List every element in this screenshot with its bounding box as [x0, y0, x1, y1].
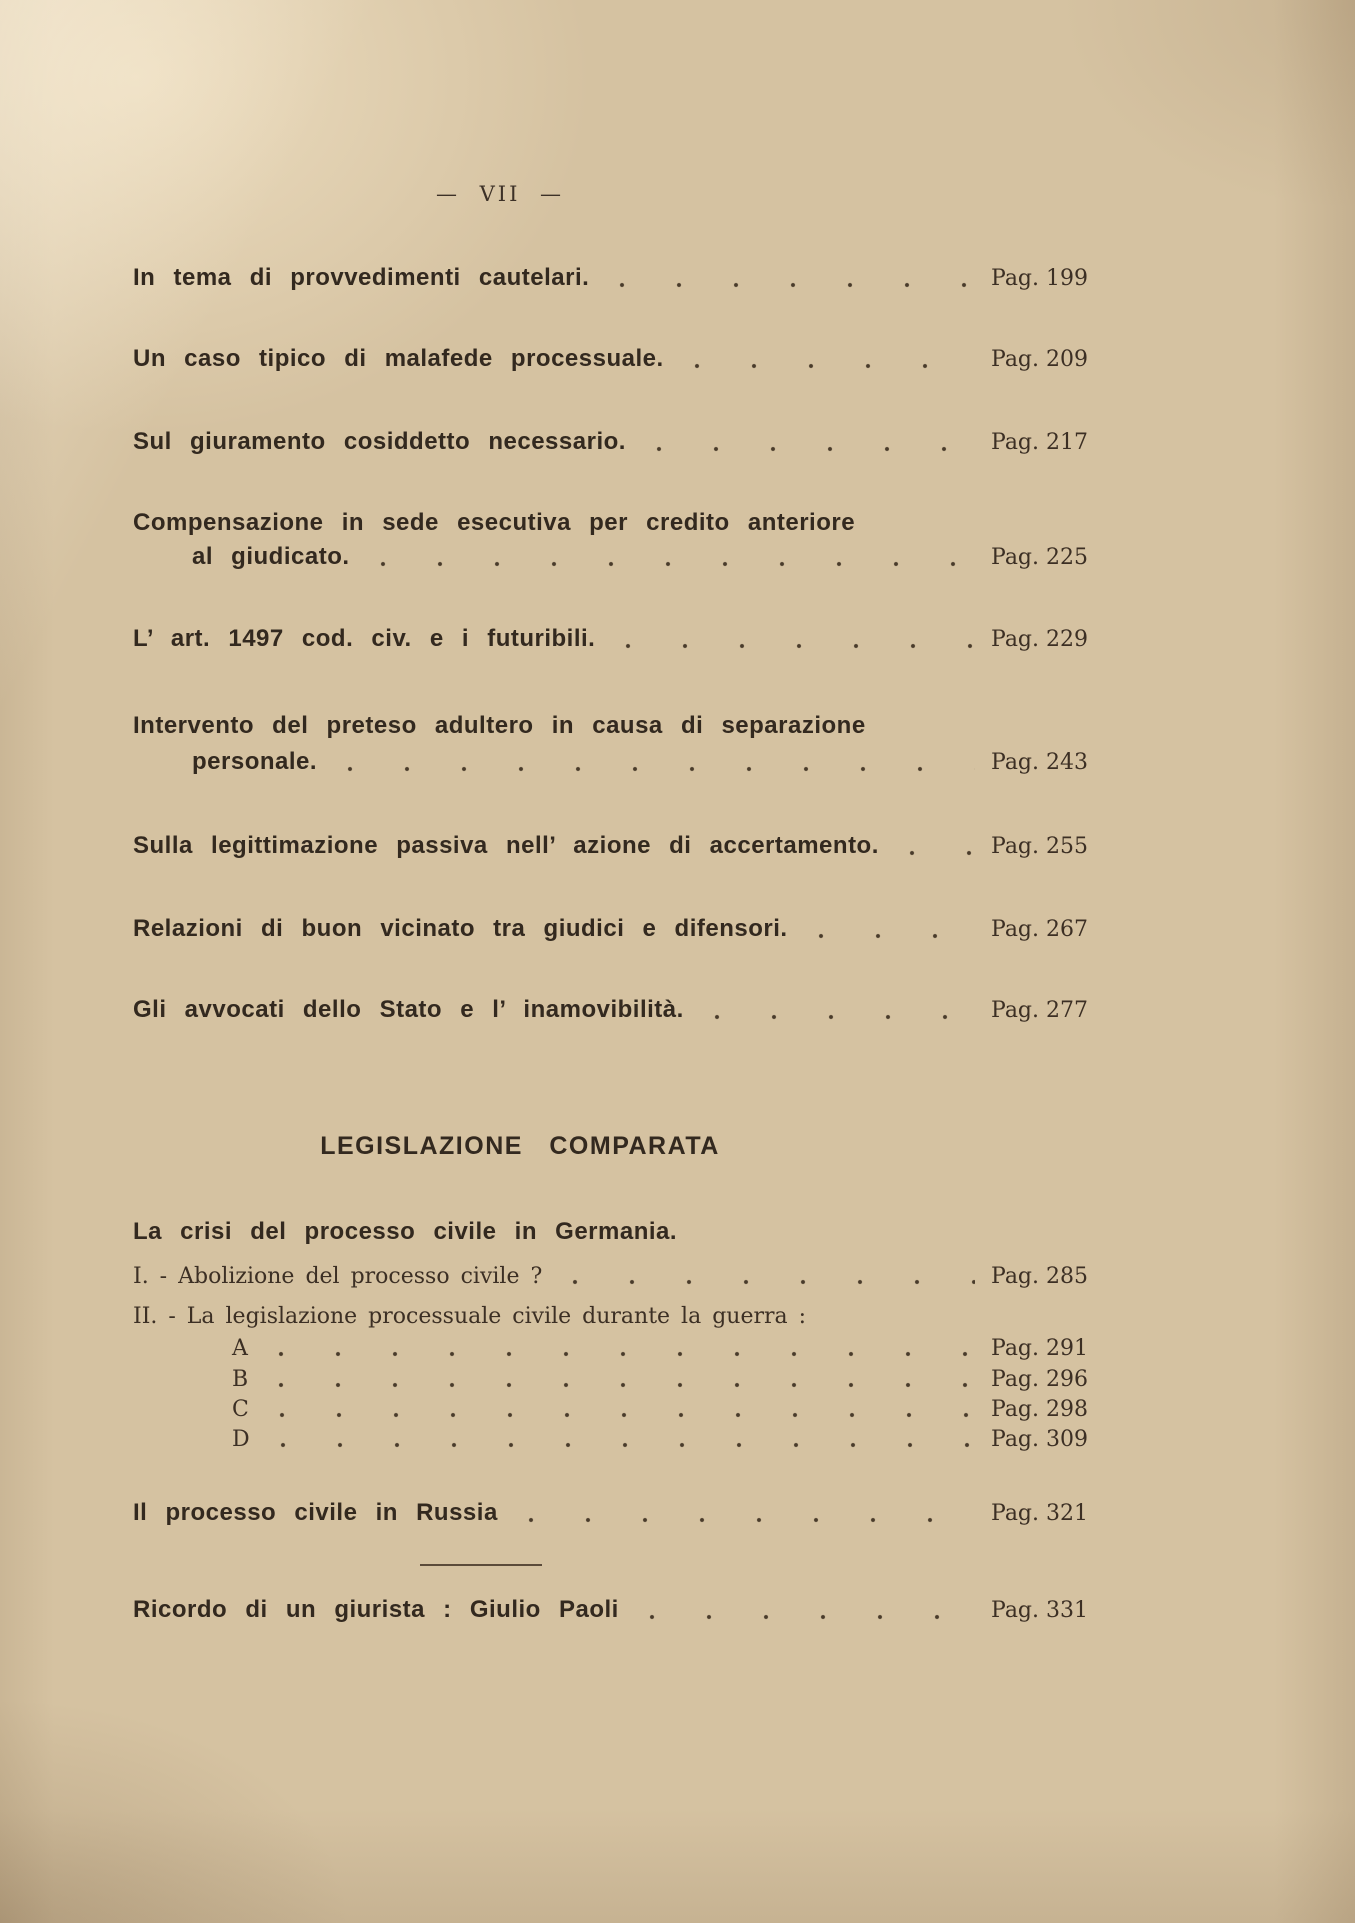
- toc-subentry: [133, 1367, 1095, 1393]
- toc-subentry-label: C: [232, 1397, 249, 1422]
- dot-leader: [702, 1014, 975, 1020]
- toc-entry-continuation: [133, 748, 1095, 777]
- page-ref: Pag. 199: [991, 266, 1088, 291]
- toc-entry-title: Sulla legittimazione passiva nell’ azione di accertamento.: [133, 832, 879, 859]
- toc-entry-continuation: [133, 543, 1095, 572]
- dot-leader: [267, 1412, 975, 1418]
- toc-subentry-label: D: [232, 1427, 250, 1452]
- dot-leader: [613, 643, 975, 649]
- page-ref: Pag. 309: [991, 1427, 1088, 1452]
- toc-entry-title: Ricordo di un giurista : Giulio Paoli: [133, 1596, 619, 1623]
- page-number-roman: — VII —: [435, 182, 565, 206]
- toc-subentry: [133, 1397, 1095, 1423]
- dot-leader: [268, 1442, 975, 1448]
- section-header: LEGISLAZIONE COMPARATA: [320, 1132, 720, 1160]
- toc-subentry: [133, 1264, 1095, 1290]
- toc-entry-title-continued: personale.: [192, 748, 318, 775]
- toc-entry-title: L’ art. 1497 cod. civ. e i futuribili.: [133, 625, 596, 652]
- page-ref: Pag. 267: [991, 917, 1088, 942]
- toc-entry: [133, 712, 1095, 741]
- dot-leader: [266, 1382, 975, 1388]
- dot-leader: [368, 561, 975, 567]
- toc-subentry: [133, 1336, 1095, 1362]
- dot-leader: [516, 1517, 975, 1523]
- toc-entry-title-continued: al giudicato.: [192, 543, 350, 570]
- dot-leader: [682, 363, 975, 369]
- dot-leader: [897, 850, 975, 856]
- toc-subentry: [133, 1304, 1095, 1330]
- toc-entry-title: Gli avvocati dello Stato e l’ inamovibilità.: [133, 996, 684, 1023]
- toc-entry: [133, 509, 1095, 538]
- page-ref: Pag. 277: [991, 998, 1088, 1023]
- page-ref: Pag. 243: [991, 750, 1088, 775]
- page-ref: Pag. 229: [991, 627, 1088, 652]
- toc-subentry-label: I. - Abolizione del processo civile ?: [133, 1264, 543, 1289]
- page-ref: Pag. 291: [991, 1336, 1088, 1361]
- dot-leader: [266, 1351, 975, 1357]
- toc-entry-title: Relazioni di buon vicinato tra giudici e difensori.: [133, 915, 788, 942]
- toc-entry: [133, 345, 1095, 374]
- toc-entry: [133, 625, 1095, 654]
- toc-entry-title: Compensazione in sede esecutiva per credito anteriore: [133, 509, 856, 536]
- dot-leader: [607, 282, 975, 288]
- toc-entry: [133, 428, 1095, 457]
- dot-leader: [806, 933, 975, 939]
- toc-entry: [133, 264, 1095, 293]
- toc-entry: [133, 1218, 1095, 1247]
- toc-subentry-label: II. - La legislazione processuale civile durante la guerra :: [133, 1304, 807, 1329]
- page-ref: Pag. 321: [991, 1501, 1088, 1526]
- toc-entry-title: La crisi del processo civile in Germania.: [133, 1218, 678, 1245]
- toc-entry: [133, 915, 1095, 944]
- page-ref: Pag. 298: [991, 1397, 1088, 1422]
- page-ref: Pag. 209: [991, 347, 1088, 372]
- toc-subentry-label: A: [232, 1336, 248, 1361]
- page-ref: Pag. 331: [991, 1598, 1088, 1623]
- toc-entry: [133, 1596, 1095, 1625]
- toc-entry-title: Sul giuramento cosiddetto necessario.: [133, 428, 626, 455]
- toc-entry: [133, 1499, 1095, 1528]
- toc-subentry: [133, 1427, 1095, 1453]
- page-ref: Pag. 296: [991, 1367, 1088, 1392]
- toc-entry: [133, 832, 1095, 861]
- toc-entry-title: In tema di provvedimenti cautelari.: [133, 264, 590, 291]
- dot-leader: [644, 446, 975, 452]
- toc-entry-title: Un caso tipico di malafede processuale.: [133, 345, 664, 372]
- page-ref: Pag. 217: [991, 430, 1088, 455]
- toc-subentry-label: B: [232, 1367, 249, 1392]
- page-ref: Pag. 225: [991, 545, 1088, 570]
- page-ref: Pag. 255: [991, 834, 1088, 859]
- dot-leader: [335, 766, 975, 772]
- dot-leader: [560, 1279, 975, 1285]
- toc-entry-title: Intervento del preteso adultero in causa di separazione: [133, 712, 866, 739]
- toc-entry: [133, 996, 1095, 1025]
- divider-rule: [420, 1564, 542, 1566]
- toc-entry-title: Il processo civile in Russia: [133, 1499, 498, 1526]
- dot-leader: [637, 1614, 975, 1620]
- page-ref: Pag. 285: [991, 1264, 1088, 1289]
